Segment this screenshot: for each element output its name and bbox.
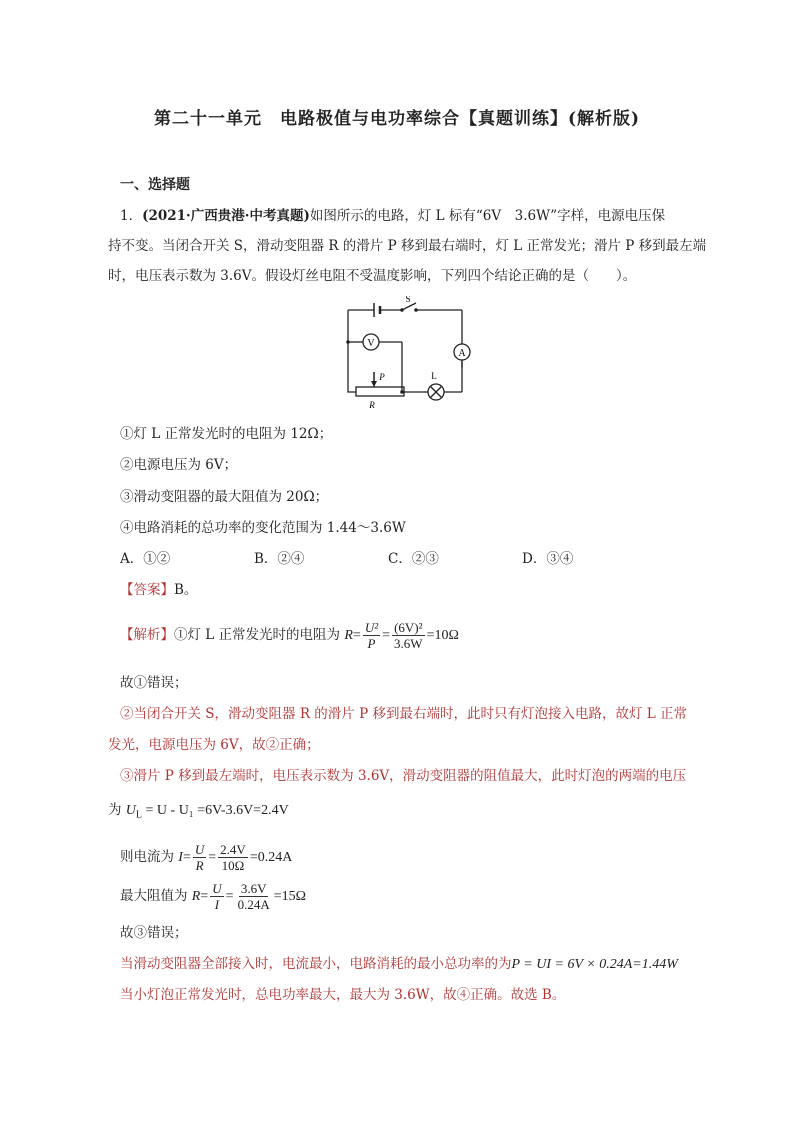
question-source: (2021·广西贵港·中考真题) bbox=[142, 208, 310, 224]
answer-line bbox=[120, 580, 197, 600]
statement-2: ②电源电压为 6V； bbox=[120, 457, 238, 473]
fraction-numerator: 2.4V bbox=[220, 842, 246, 857]
analysis-line-4: 则电流为 I= $\frac{U}{R}$ = $\frac{2.4V}{10\Omega}$ =0.24A bbox=[120, 842, 293, 873]
fraction-denominator: 3.6W bbox=[394, 636, 423, 651]
formula-r-lhs: R bbox=[344, 628, 353, 643]
statement-1: ①灯 L 正常发光时的电阻为 12Ω； bbox=[120, 426, 333, 442]
question-number: 1． bbox=[120, 208, 143, 224]
lamp-label: L bbox=[431, 371, 437, 381]
question-text-1: 如图所示的电路，灯 L 标有“6V 3.6W”字样，电源电压保 bbox=[309, 208, 666, 224]
analysis-conclusion-3: 故③错误； bbox=[120, 925, 188, 941]
rheostat-label: R bbox=[369, 400, 375, 410]
fraction-values bbox=[236, 881, 272, 912]
analysis-line-7: 当小灯泡正常发光时，总电功率最大，最大为 3.6W，故④正确。故选 B。 bbox=[120, 987, 566, 1003]
option-a: A．①② bbox=[120, 551, 171, 567]
document-title: 第二十一单元 电路极值与电功率综合【真题训练】(解析版) bbox=[153, 109, 641, 129]
fraction-u-over-r bbox=[193, 842, 206, 873]
analysis-label: 【解析】 bbox=[120, 627, 174, 643]
analysis-line-2b: 发光，电源电压为 6V，故②正确； bbox=[108, 737, 320, 753]
fraction-values bbox=[218, 842, 248, 873]
analysis-text-5: 最大阻值为 bbox=[120, 888, 188, 904]
ammeter-label: A bbox=[458, 348, 466, 359]
analysis-text-6: 当滑动变阻器全部接入时，电流最小，电路消耗的最小总功率的为 bbox=[120, 956, 512, 972]
analysis-line-5: 最大阻值为 R= $\frac{U}{I}$ = $\frac{3.6V}{0.24A}$ =15Ω bbox=[120, 881, 307, 912]
switch-label: S bbox=[405, 296, 411, 304]
question-line-3: 时，电压表示数为 3.6V。假设灯丝电阻不受温度影响，下列四个结论正确的是（ ）。 bbox=[108, 268, 637, 284]
formula-result: =0.24A bbox=[249, 850, 293, 865]
formula-result: =10Ω bbox=[426, 628, 459, 643]
fraction-denominator: P bbox=[367, 636, 376, 651]
statement-4: ④电路消耗的总功率的变化范围为 1.44～3.6W bbox=[120, 520, 406, 536]
fraction-u2-over-p bbox=[363, 620, 380, 651]
fraction-u-over-i bbox=[210, 881, 223, 912]
answer-label: 【答案】 bbox=[120, 582, 174, 598]
formula-min-power: P = UI = 6V × 0.24A=1.44W bbox=[511, 957, 678, 972]
statement-3: ③滑动变阻器的最大阻值为 20Ω； bbox=[120, 489, 329, 505]
formula-i-lhs: I bbox=[178, 850, 183, 865]
formula-u-symbol: U bbox=[125, 803, 136, 818]
option-b: B．②④ bbox=[254, 551, 305, 567]
option-c: C．②③ bbox=[388, 551, 439, 567]
analysis-line-2a: ②当闭合开关 S，滑动变阻器 R 的滑片 P 移到最右端时，此时只有灯泡接入电路，故灯 L 正常 bbox=[120, 706, 687, 722]
formula-subscript: L bbox=[135, 809, 143, 821]
analysis-line-3a: ③滑片 P 移到最左端时，电压表示数为 3.6V，滑动变阻器的阻值最大，此时灯泡的两端的电压 bbox=[120, 768, 687, 784]
section-heading: 一、选择题 bbox=[120, 177, 190, 193]
circuit-diagram bbox=[336, 296, 476, 411]
analysis-text-1: ①灯 L 正常发光时的电阻为 bbox=[174, 627, 341, 643]
analysis-line-3b bbox=[108, 800, 289, 826]
fraction-denominator: I bbox=[214, 897, 220, 912]
option-d: D．③④ bbox=[522, 551, 574, 567]
fraction-numerator: U² bbox=[364, 620, 379, 635]
formula-r-lhs: R bbox=[191, 889, 201, 904]
voltmeter-label: V bbox=[367, 338, 375, 349]
analysis-line-6 bbox=[120, 954, 678, 975]
question-line-2: 持不变。当闭合开关 S，滑动变阻器 R 的滑片 P 移到最右端时，灯 L 正常发光；滑片 P 移到最左端 bbox=[108, 238, 707, 254]
fraction-numerator: U bbox=[194, 842, 205, 857]
fraction-values bbox=[392, 620, 425, 651]
analysis-text-4: 则电流为 bbox=[120, 849, 174, 865]
formula-voltage: = U - U₁ =6V-3.6V=2.4V bbox=[142, 803, 289, 818]
analysis-line-1: 【解析】①灯 L 正常发光时的电阻为 R= $\frac{\text{U²}}{P}$ = $\frac{\text{(6V)²}}{3.6W}$ =10Ω bbox=[120, 620, 459, 651]
answer-value: B。 bbox=[174, 582, 198, 598]
slider-label: P bbox=[379, 372, 385, 382]
analysis-text-3b: 为 bbox=[108, 802, 122, 818]
formula-result: =15Ω bbox=[273, 889, 307, 904]
fraction-numerator: (6V)² bbox=[394, 620, 423, 635]
question-line-1 bbox=[120, 206, 665, 226]
fraction-numerator: U bbox=[212, 881, 222, 896]
fraction-denominator: R bbox=[195, 858, 204, 873]
analysis-conclusion-1: 故①错误； bbox=[120, 675, 188, 691]
fraction-numerator: 3.6V bbox=[240, 881, 267, 896]
fraction-denominator: 0.24A bbox=[237, 897, 270, 912]
fraction-denominator: 10Ω bbox=[221, 858, 245, 873]
options-row bbox=[120, 549, 656, 569]
